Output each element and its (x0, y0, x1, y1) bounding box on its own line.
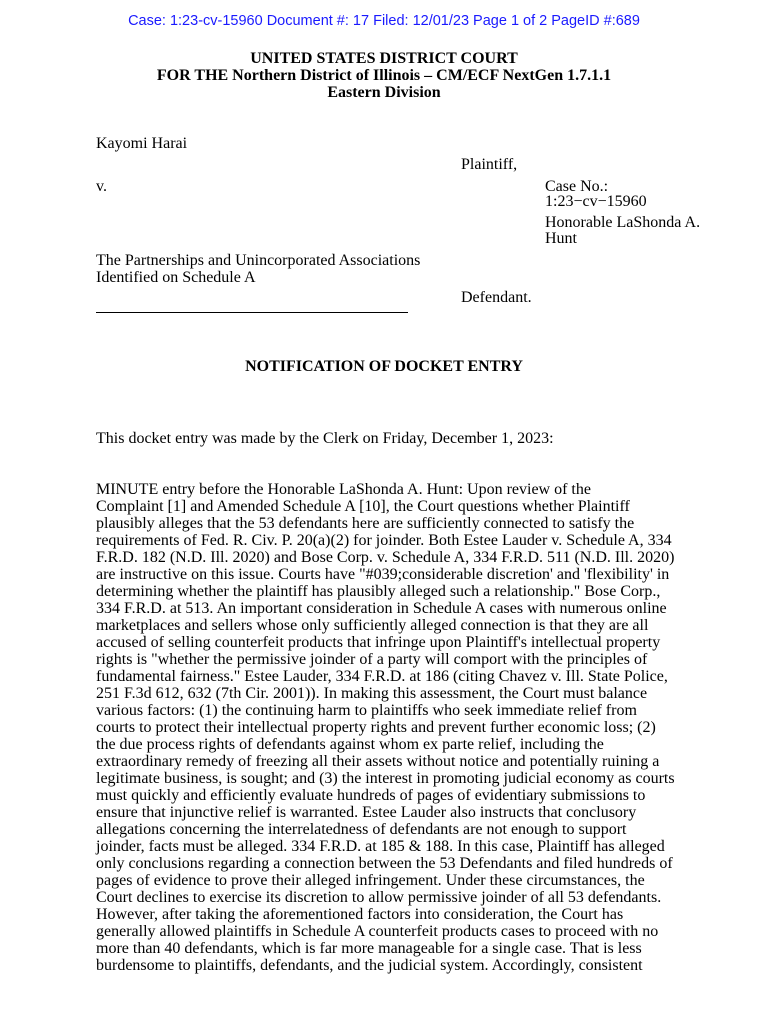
defendant-name-cont: Identified on Schedule A (96, 269, 256, 286)
court-heading (0, 50, 768, 101)
plaintiff-name: Kayomi Harai (96, 135, 188, 152)
court-division: Eastern Division (327, 84, 441, 101)
versus: v. (96, 178, 107, 195)
court-district: FOR THE Northern District of Illinois – CM/ECF NextGen 1.7.1.1 (156, 67, 612, 84)
case-header-stamp: Case: 1:23-cv-15960 Document #: 17 Filed: 12/01/23 Page 1 of 2 PageID #:689 (128, 13, 640, 29)
document-title: NOTIFICATION OF DOCKET ENTRY (245, 358, 523, 375)
court-name: UNITED STATES DISTRICT COURT (250, 50, 518, 67)
case-number: 1:23−cv−15960 (545, 193, 647, 210)
defendant-role: Defendant. (461, 289, 532, 306)
minute-entry-text: MINUTE entry before the Honorable LaShonda A. Hunt: Upon review of the Complaint [1] and Amended Schedule A [10], the Court questions whether Plaintiff plausibly alleges that the 53 defendants here are sufficiently connected to satisfy the requirements of Fed. R. Civ. P. 20(a)(2) for joinder. Both Estee Lauder v. Schedule A, 334 F.R.D. 182 (N.D. Ill. 2020) and Bose Corp. v. Schedule A, 334 F.R.D. 511 (N.D. Ill. 2020) are instructive on this issue. Courts have "#039;considerable discretion' and 'flexibility' in determining whether the plaintiff has plausibly alleged such a relationship." Bose Corp., 334 F.R.D. at 513. An important consideration in Schedule A cases with numerous online marketplaces and sellers whose only sufficiently alleged connection is that they are all accused of selling counterfeit products that infringe upon Plaintiff's intellectual property rights is "whether the permissive joinder of a party will comport with the principles of fundamental fairness." Estee Lauder, 334 F.R.D. at 186 (citing Chavez v. Ill. State Police, 251 F.3d 612, 632 (7th Cir. 2001)). In making this assessment, the Court must balance various factors: (1) the continuing harm to plaintiffs who seek immediate relief from courts to protect their intellectual property rights and prevent further economic loss; (2) the due process rights of defendants against whom ex parte relief, including the extraordinary remedy of freezing all their assets without notice and potentially ruining a legitimate business, is sought; and (3) the interest in promoting judicial economy as courts must quickly and efficiently evaluate hundreds of pages of evidentiary submissions to ensure that injunctive relief is warranted. Estee Lauder also instructs that conclusory allegations concerning the interrelatedness of defendants are not enough to support joinder, facts must be alleged. 334 F.R.D. at 185 & 188. In this case, Plaintiff has alleged only conclusions regarding a connection between the 53 Defendants and filed hundreds of pages of evidence to prove their alleged infringement. Under these circumstances, the Court declines to exercise its discretion to allow permissive joinder of all 53 defendants. However, after taking the aforementioned factors into consideration, the Court has generally allowed plaintiffs in Schedule A counterfeit products cases to proceed with no more than 40 defendants, which is far more manageable for a single case. That is less burdensome to plaintiffs, defendants, and the judicial system. Accordingly, consistent (96, 481, 675, 974)
judge-name: Honorable LaShonda A. (545, 214, 701, 231)
plaintiff-role: Plaintiff, (461, 156, 518, 173)
judge-name-cont: Hunt (545, 230, 577, 247)
defendant-name: The Partnerships and Unincorporated Associations (96, 252, 421, 269)
intro-line: This docket entry was made by the Clerk on Friday, December 1, 2023: (96, 430, 554, 447)
caption-rule (96, 312, 408, 313)
case-no-label: Case No.: (545, 178, 609, 195)
